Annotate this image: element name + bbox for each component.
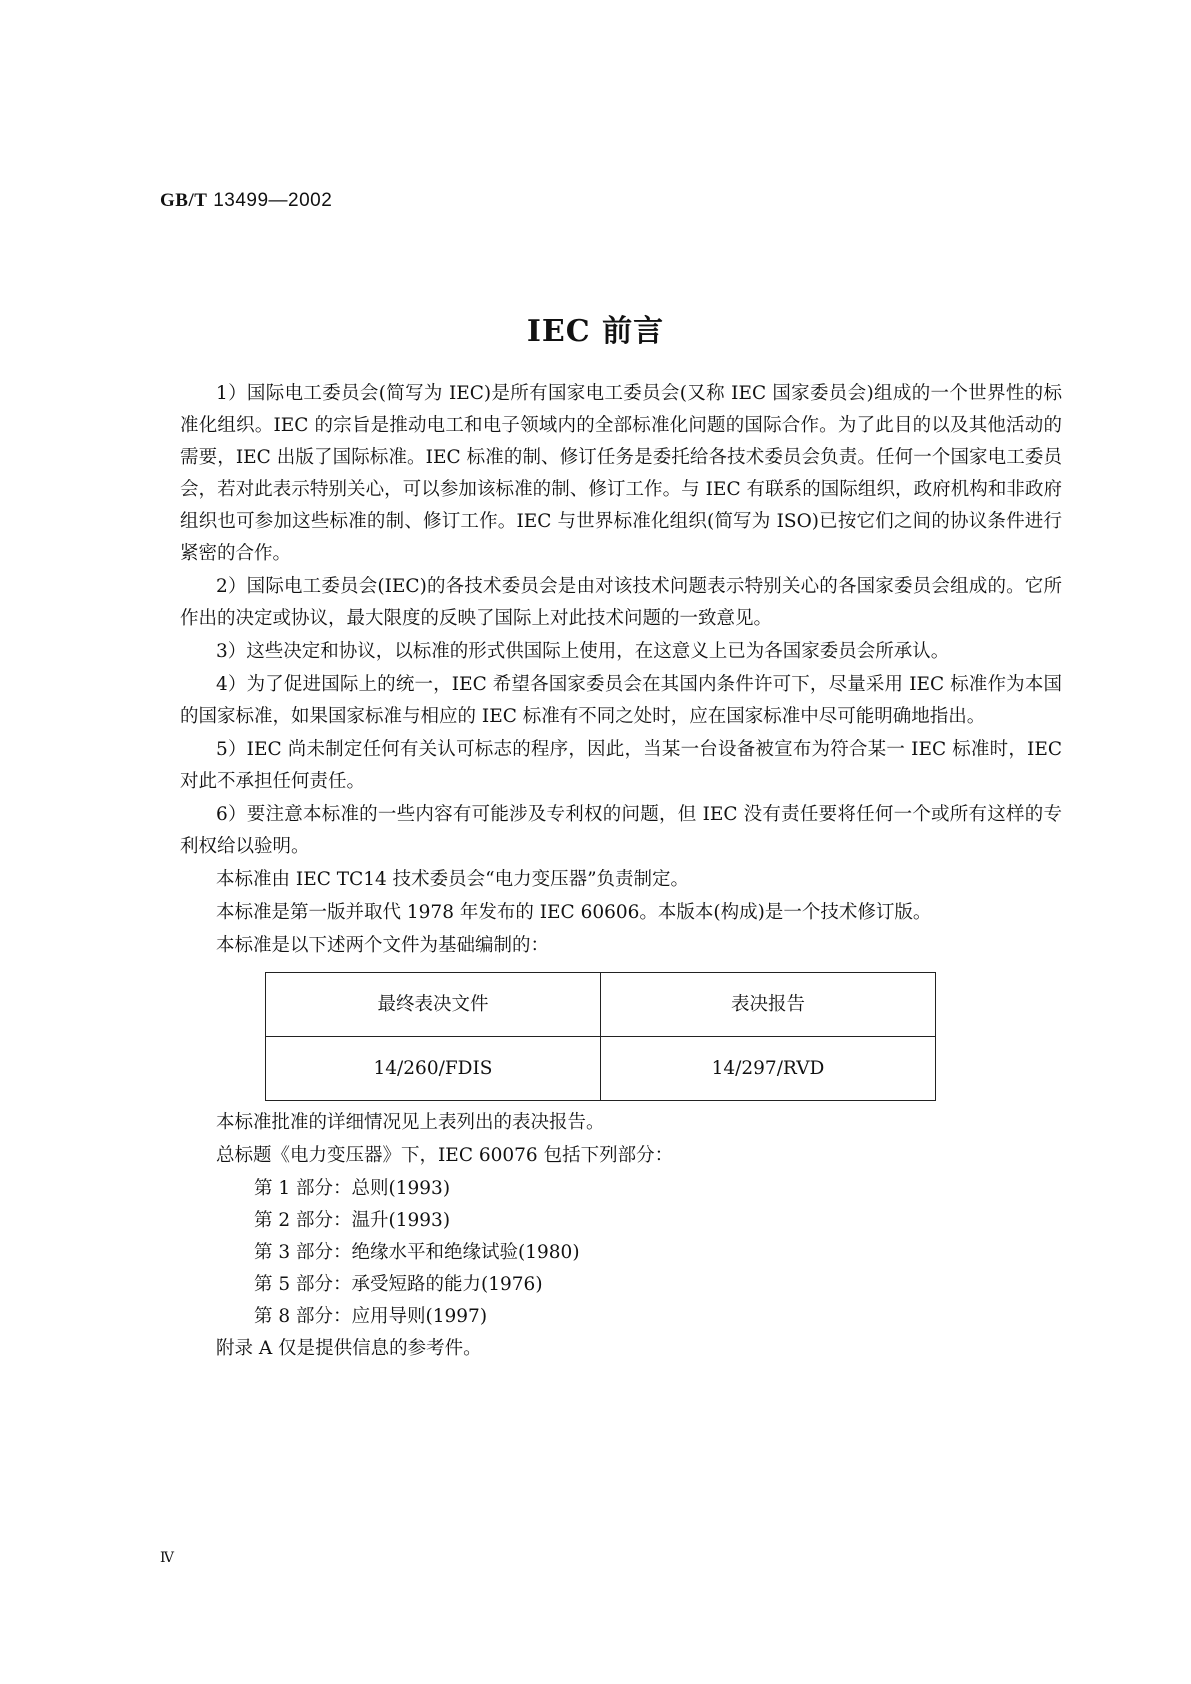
parts-list [180, 1173, 1062, 1333]
list-item: 第 3 部分：绝缘水平和绝缘试验(1980) [254, 1242, 580, 1263]
annex-note: 附录 A 仅是提供信息的参考件。 [216, 1338, 482, 1359]
paragraph-4: 4）为了促进国际上的统一，IEC 希望各国家委员会在其国内条件许可下，尽量采用 IEC 标准作为本国的国家标准，如果国家标准与相应的 IEC 标准有不同之处时，应在国家标准中尽可能明确地指出。 [180, 674, 1062, 727]
table-header-fdis: 最终表决文件 [266, 973, 601, 1037]
document-code-prefix: GB/T [160, 190, 208, 211]
page-title: IEC 前言 [526, 314, 665, 349]
list-item: 第 8 部分：应用导则(1997) [254, 1306, 488, 1327]
statement-basis: 本标准是以下述两个文件为基础编制的： [216, 935, 550, 956]
statement-edition: 本标准是第一版并取代 1978 年发布的 IEC 60606。本版本(构成)是一个技术修订版。 [216, 902, 932, 923]
table-header-report: 表决报告 [601, 973, 936, 1037]
document-code [160, 190, 332, 212]
table-header-row [266, 973, 936, 1037]
table-cell-fdis: 14/260/FDIS [266, 1037, 601, 1101]
voting-table [265, 972, 936, 1101]
page-number: Ⅳ [160, 1550, 174, 1566]
paragraph-2: 2）国际电工委员会(IEC)的各技术委员会是由对该技术问题表示特别关心的各国家委员会组成的。它所作出的决定或协议，最大限度的反映了国际上对此技术问题的一致意见。 [180, 576, 1062, 629]
document-code-number: 13499—2002 [213, 190, 333, 211]
statement-parts-intro: 总标题《电力变压器》下，IEC 60076 包括下列部分： [216, 1145, 674, 1166]
paragraph-6: 6）要注意本标准的一些内容有可能涉及专利权的问题，但 IEC 没有责任要将任何一个或所有这样的专利权给以验明。 [180, 804, 1062, 857]
document-body [180, 378, 1062, 1366]
paragraph-3: 3）这些决定和协议，以标准的形式供国际上使用，在这意义上已为各国家委员会所承认。 [216, 641, 950, 662]
table-row [266, 1037, 936, 1101]
statement-committee: 本标准由 IEC TC14 技术委员会“电力变压器”负责制定。 [216, 869, 690, 890]
statement-approval: 本标准批准的详细情况见上表列出的表决报告。 [216, 1112, 605, 1133]
table-cell-rvd: 14/297/RVD [601, 1037, 936, 1101]
list-item: 第 1 部分：总则(1993) [254, 1178, 451, 1199]
list-item: 第 2 部分：温升(1993) [254, 1210, 451, 1231]
paragraph-5: 5）IEC 尚未制定任何有关认可标志的程序，因此，当某一台设备被宣布为符合某一 IEC 标准时，IEC 对此不承担任何责任。 [180, 739, 1062, 792]
list-item: 第 5 部分：承受短路的能力(1976) [254, 1274, 543, 1295]
paragraph-1: 1）国际电工委员会(简写为 IEC)是所有国家电工委员会(又称 IEC 国家委员会)组成的一个世界性的标准化组织。IEC 的宗旨是推动电工和电子领域内的全部标准化问题的国际合作。为了此目的以及其他活动的需要，IEC 出版了国际标准。IEC 标准的制、修订任务是委托给各技术委员会负责。任何一个国家电工委员会，若对此表示特别关心，可以参加该标准的制、修订工作。与 IEC 有联系的国际组织，政府机构和非政府组织也可参加这些标准的制、修订工作。IEC 与世界标准化组织(简写为 ISO)已按它们之间的协议条件进行紧密的合作。 [180, 383, 1062, 564]
